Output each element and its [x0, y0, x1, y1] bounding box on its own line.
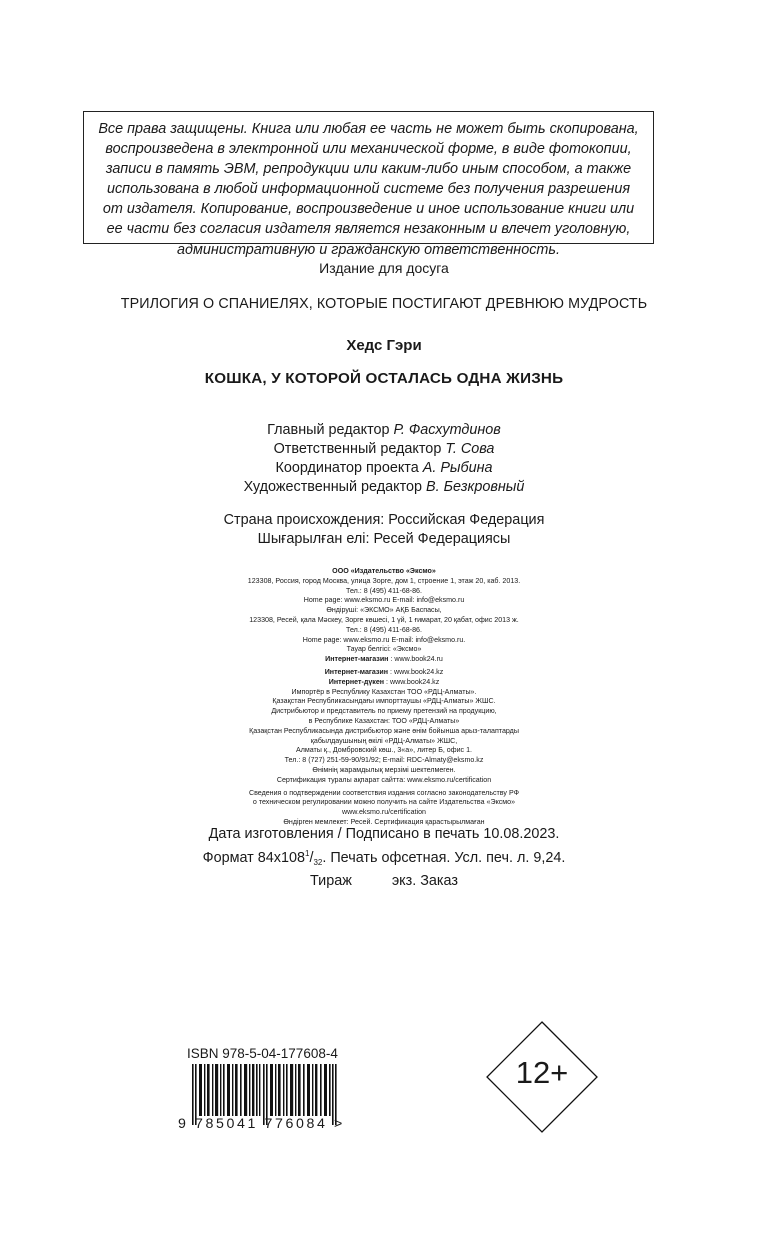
edition-label: Издание для досуга [319, 260, 449, 276]
credit-name: Р. Фасхутдинов [393, 422, 501, 438]
credit-role: Координатор проекта [275, 460, 419, 476]
imprint-line: Дистрибьютор и представитель по приему претензий на продукцию, [271, 707, 497, 716]
format-suffix: . Печать офсетная. Усл. печ. л. 9,24. [322, 850, 566, 866]
origin-ru: Страна происхождения: Российская Федерация [223, 512, 545, 528]
credit-name: Т. Сова [445, 441, 495, 457]
rights-line: записи в память ЭВМ, репродукции или каким-либо иным способом, а также [105, 161, 632, 178]
imprint-line: 123308, Россия, город Москва, улица Зорге, дом 1, строение 1, этаж 20, каб. 2013. [247, 576, 521, 585]
shop-kz-line [0, 668, 768, 678]
shop-ru-line [0, 655, 768, 665]
format-prefix: Формат 84x108 [202, 850, 305, 866]
shop-label: Интернет-магазин [324, 667, 389, 676]
series-title: ТРИЛОГИЯ О СПАНИЕЛЯХ, КОТОРЫЕ ПОСТИГАЮТ ДРЕВНЮЮ МУДРОСТЬ [120, 296, 648, 312]
imprint-line: www.eksmo.ru/certification [342, 808, 426, 817]
imprint-block [0, 567, 768, 828]
imprint-line: Тел.: 8 (495) 411-68-86. [346, 586, 422, 595]
credits-block [0, 421, 768, 497]
imprint-line: Сертификация туралы ақпарат сайтта: www.eksmo.ru/certification [276, 775, 492, 784]
book-title: КОШКА, У КОТОРОЙ ОСТАЛАСЬ ОДНА ЖИЗНЬ [204, 370, 564, 387]
credit-name: В. Безкровный [426, 479, 525, 495]
imprint-line: Қазақстан Республикасында дистрибьютор және өнім бойынша арыз-талаптарды [249, 726, 519, 735]
credit-role: Главный редактор [267, 422, 390, 438]
credit-role: Художественный редактор [243, 479, 423, 495]
credit-line [0, 421, 768, 440]
credit-line [0, 478, 768, 497]
age-rating-label: 12+ [515, 1055, 569, 1090]
imprint-line: 123308, Ресей, қала Мәскеу, Зорге көшесі, 1 үй, 1 ғимарат, 20 қабат, офис 2013 ж. [249, 615, 519, 624]
rights-line: ее части без согласия издателя является незаконным и влечет уголовную, [106, 221, 631, 238]
shop-url[interactable]: : www.book24.kz [388, 667, 444, 676]
imprint-line: Сведения о подтверждении соответствия издания согласно законодательству РФ [248, 788, 519, 797]
credit-name: А. Рыбина [422, 460, 493, 476]
imprint-line: Home page: www.eksmo.ru E-mail: info@eksmo.ru. [302, 635, 466, 644]
print-info-block [0, 825, 768, 891]
run-suffix: экз. Заказ [391, 873, 458, 889]
shop-label: Интернет-дүкен [328, 677, 385, 686]
barcode-digits: 9 785041 776084 > [178, 1116, 345, 1132]
imprint-line: Тел.: 8 (495) 411-68-86. [346, 625, 422, 634]
imprint-line: о техническом регулировании можно получить на сайте Издательства «Эксмо» [252, 798, 516, 807]
imprint-line: Алматы қ., Домбровский көш., 3«а», литер Б, офис 1. [296, 746, 472, 755]
run-label: Тираж [310, 873, 352, 889]
print-date: Дата изготовления / Подписано в печать 10.08.2023. [208, 826, 560, 842]
origin-block [0, 511, 768, 549]
imprint-line: Қазақстан Республикасындағы импорттаушы «РДЦ-Алматы» ЖШС. [272, 697, 496, 706]
imprint-line: Тауар белгісі: «Эксмо» [346, 645, 422, 654]
imprint-line: Импортёр в Республику Казахстан ТОО «РДЦ-Алматы». [291, 687, 477, 696]
rights-line: воспроизведена в электронной или механической форме, в виде фотокопии, [105, 141, 632, 158]
format-sup: 1 [304, 849, 310, 858]
isbn-number: ISBN 978-5-04-177608-4 [187, 1046, 338, 1061]
publisher-name: ООО «Издательство «Эксмо» [332, 567, 436, 575]
credit-line [0, 440, 768, 459]
print-format [0, 844, 768, 872]
format-slash: / [309, 850, 314, 866]
imprint-line: Өндірген мемлекет: Ресей. Сертификация қарастырылмаған [283, 817, 485, 826]
shop-kz2-line [0, 678, 768, 688]
imprint-line: Өндіруші: «ЭКСМО» АҚБ Баспасы, [326, 606, 442, 615]
author-name: Хедс Гэри [346, 337, 422, 354]
shop-label: Интернет-магазин [325, 655, 389, 664]
rights-line: использована в любой информационной системе без получения разрешения [106, 181, 631, 198]
origin-kz: Шығарылған елі: Ресей Федерациясы [257, 531, 511, 547]
shop-url[interactable]: : www.book24.kz [384, 677, 440, 686]
rights-line: Все права защищены. Книга или любая ее часть не может быть скопирована, [98, 121, 639, 137]
rights-notice-box [83, 111, 654, 258]
rights-line: административную и гражданскую ответственность. [177, 241, 560, 258]
shop-url[interactable]: : www.book24.ru [388, 655, 443, 664]
imprint-line: қабылдаушының өкілі «РДЦ-Алматы» ЖШС, [310, 736, 458, 745]
print-run [0, 872, 768, 891]
credit-role: Ответственный редактор [273, 441, 442, 457]
credit-line [0, 459, 768, 478]
imprint-line: Тел.: 8 (727) 251-59-90/91/92; E-mail: RDC-Almaty@eksmo.kz [284, 756, 484, 765]
imprint-line: в Республике Казахстан: ТОО «РДЦ-Алматы» [308, 716, 460, 725]
format-sub: 32 [313, 858, 323, 867]
imprint-line: Home page: www.eksmo.ru E-mail: info@eksmo.ru [303, 596, 465, 605]
imprint-line: Өнімнің жарамдылық мерзімі шектелмеген. [312, 765, 456, 774]
rights-line: от издателя. Копирование, воспроизведение и иное использование книги или [102, 201, 635, 218]
